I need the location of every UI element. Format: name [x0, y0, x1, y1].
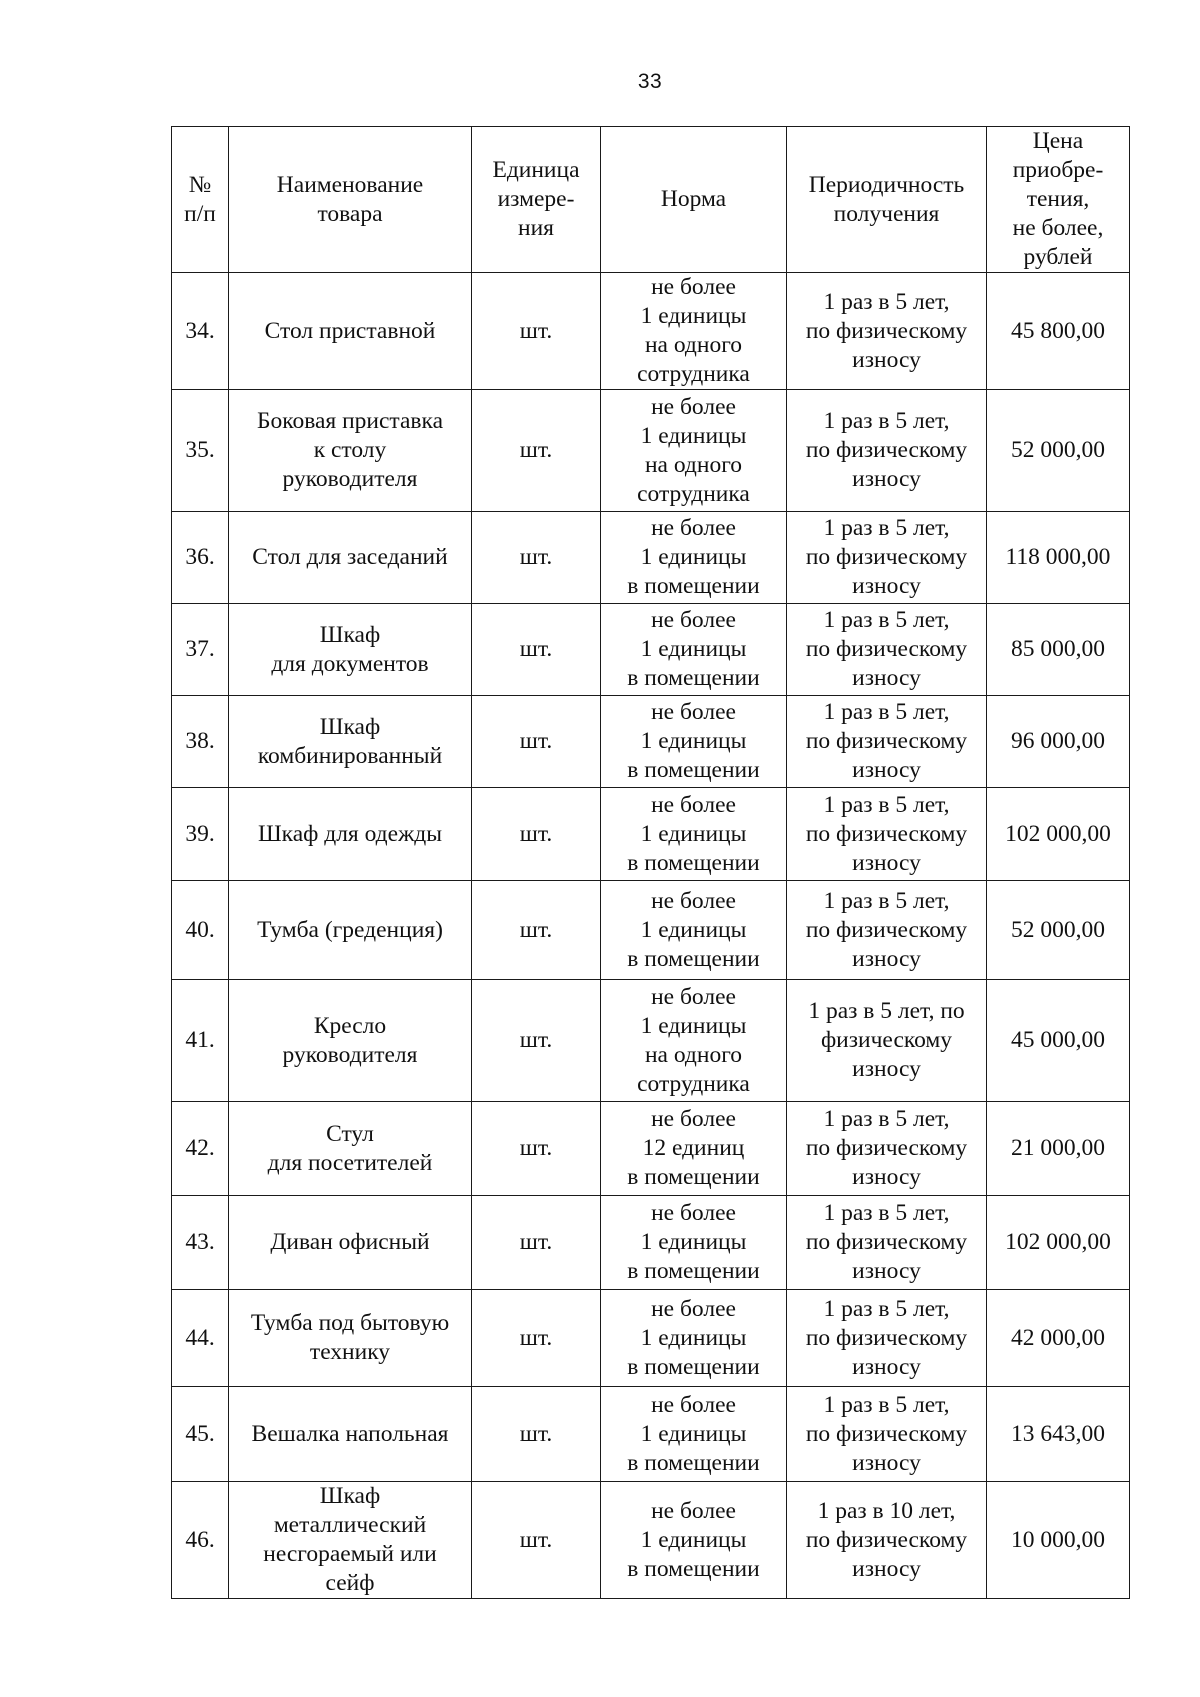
cell-name-line: Боковая приставка — [256, 408, 444, 434]
cell-name-line: Стол приставной — [264, 317, 436, 344]
cell-period-line: износу — [852, 1353, 921, 1380]
cell-norm-line: на одного — [644, 1041, 743, 1068]
cell-period — [787, 788, 987, 881]
cell-period-line: износу — [852, 346, 921, 373]
cell-name-line: Стол для заседаний — [252, 544, 448, 570]
cell-norm-line: не более — [651, 1295, 736, 1322]
cell-period — [787, 1196, 987, 1290]
cell-norm — [601, 788, 787, 881]
cell-name — [229, 1290, 472, 1387]
cell-period-line: износу — [852, 849, 921, 876]
cell-price: 45 000,00 — [987, 980, 1130, 1102]
cell-price: 102 000,00 — [987, 788, 1130, 881]
cell-norm-line: 1 единицы — [640, 303, 747, 329]
cell-name-line: руководителя — [282, 1041, 418, 1068]
cell-period-line: по физическому — [805, 544, 968, 570]
cell-name-line: к столу — [313, 437, 387, 463]
cell-period-line: 1 раз в 5 лет, — [823, 1200, 950, 1226]
table-row — [172, 881, 1130, 980]
table-row — [172, 696, 1130, 788]
table-row — [172, 1196, 1130, 1290]
header-line: № — [188, 171, 212, 198]
cell-period — [787, 512, 987, 604]
cell-norm-line: не более — [651, 1497, 736, 1524]
cell-price: 118 000,00 — [987, 512, 1130, 604]
cell-norm-line: не более — [651, 1200, 736, 1226]
cell-number: 38. — [172, 696, 229, 788]
cell-period-line: 1 раз в 5 лет, — [823, 1295, 950, 1322]
cell-period-line: по физическому — [805, 1324, 968, 1351]
cell-name-line: Диван офисный — [270, 1229, 430, 1255]
cell-period-line: 1 раз в 5 лет, — [823, 607, 950, 633]
header-line: получения — [833, 200, 940, 227]
header-name — [229, 127, 472, 273]
cell-period — [787, 1482, 987, 1599]
table-header-row — [172, 127, 1130, 273]
cell-unit: шт. — [472, 604, 601, 696]
cell-norm-line: не более — [651, 983, 736, 1010]
cell-name — [229, 881, 472, 980]
cell-norm-line: не более — [651, 1391, 736, 1418]
cell-name — [229, 512, 472, 604]
cell-period-line: по физическому — [805, 636, 968, 662]
cell-number: 44. — [172, 1290, 229, 1387]
table-row — [172, 980, 1130, 1102]
cell-unit: шт. — [472, 390, 601, 512]
header-period — [787, 127, 987, 273]
header-line: Периодичность — [808, 171, 965, 198]
cell-period-line: износу — [852, 1555, 921, 1582]
cell-number: 36. — [172, 512, 229, 604]
cell-price: 52 000,00 — [987, 881, 1130, 980]
cell-number: 39. — [172, 788, 229, 881]
cell-number: 40. — [172, 881, 229, 980]
header-price — [987, 127, 1130, 273]
table-row — [172, 512, 1130, 604]
cell-period-line: износу — [852, 665, 921, 691]
cell-name-line: Шкаф — [319, 713, 381, 740]
cell-norm-line: 1 единицы — [640, 1012, 747, 1039]
cell-period-line: 1 раз в 5 лет, — [823, 1106, 950, 1132]
cell-number: 46. — [172, 1482, 229, 1599]
cell-unit: шт. — [472, 512, 601, 604]
cell-name-line: руководителя — [282, 466, 418, 492]
cell-period — [787, 1290, 987, 1387]
cell-name-line: Шкаф — [319, 621, 381, 648]
cell-period-line: по физическому — [805, 820, 968, 847]
cell-norm — [601, 696, 787, 788]
cell-norm-line: не более — [651, 274, 736, 300]
cell-norm-line: в помещении — [627, 1449, 760, 1476]
cell-period — [787, 604, 987, 696]
cell-period-line: 1 раз в 10 лет, — [817, 1497, 956, 1524]
cell-name — [229, 980, 472, 1102]
cell-norm — [601, 1482, 787, 1599]
cell-unit: шт. — [472, 1482, 601, 1599]
cell-period — [787, 1387, 987, 1482]
cell-name-line: Шкаф для одежды — [257, 820, 443, 847]
cell-period-line: по физическому — [805, 1229, 968, 1255]
cell-name-line: Тумба под бытовую — [250, 1310, 450, 1336]
header-line: товара — [317, 200, 383, 227]
cell-period-line: 1 раз в 5 лет, — [823, 515, 950, 541]
header-line: п/п — [184, 200, 216, 227]
cell-norm-line: не более — [651, 607, 736, 633]
cell-period — [787, 390, 987, 512]
cell-price: 85 000,00 — [987, 604, 1130, 696]
cell-name-line: для посетителей — [267, 1149, 433, 1176]
cell-name — [229, 696, 472, 788]
header-unit — [472, 127, 601, 273]
cell-unit: шт. — [472, 881, 601, 980]
header-line: Цена — [1032, 128, 1084, 154]
cell-unit: шт. — [472, 1196, 601, 1290]
cell-norm-line: 1 единицы — [640, 916, 747, 943]
cell-name-line: несгораемый или — [263, 1541, 437, 1567]
cell-period-line: по физическому — [805, 916, 968, 943]
cell-period-line: 1 раз в 5 лет, — [823, 791, 950, 818]
cell-name-line: для документов — [271, 650, 429, 677]
cell-period — [787, 273, 987, 390]
cell-period-line: по физическому — [805, 728, 968, 754]
cell-period-line: износу — [852, 573, 921, 599]
cell-norm-line: на одного — [644, 332, 743, 358]
cell-period — [787, 1102, 987, 1196]
table-row — [172, 273, 1130, 390]
header-line: не более, — [1012, 215, 1104, 241]
cell-name-line: Стул — [326, 1120, 374, 1147]
cell-norm-line: в помещении — [627, 1164, 760, 1190]
cell-period-line: износу — [852, 1056, 921, 1082]
cell-period-line: износу — [852, 945, 921, 972]
table-row — [172, 1102, 1130, 1196]
cell-norm — [601, 1290, 787, 1387]
cell-name — [229, 1387, 472, 1482]
cell-number: 34. — [172, 273, 229, 390]
cell-price: 42 000,00 — [987, 1290, 1130, 1387]
cell-period-line: износу — [852, 1164, 921, 1190]
header-line: Норма — [660, 186, 727, 212]
header-line: Наименование — [276, 171, 424, 198]
cell-period-line: 1 раз в 5 лет, — [823, 408, 950, 434]
cell-period-line: по физическому — [805, 437, 968, 463]
cell-norm-line: сотрудника — [637, 480, 750, 507]
cell-norm-line: не более — [651, 393, 736, 420]
cell-norm-line: не более — [651, 515, 736, 541]
cell-name-line: технику — [309, 1339, 391, 1365]
cell-period-line: износу — [852, 1258, 921, 1284]
cell-name — [229, 273, 472, 390]
cell-norm-line: не более — [651, 887, 736, 914]
cell-norm-line: в помещении — [627, 849, 760, 876]
cell-name — [229, 1102, 472, 1196]
header-line: ния — [518, 215, 554, 241]
cell-number: 42. — [172, 1102, 229, 1196]
cell-number: 41. — [172, 980, 229, 1102]
cell-norm-line: в помещении — [627, 665, 760, 691]
cell-unit: шт. — [472, 980, 601, 1102]
cell-norm — [601, 512, 787, 604]
table-body — [172, 273, 1130, 1599]
cell-period-line: по физическому — [805, 317, 968, 344]
cell-number: 35. — [172, 390, 229, 512]
cell-name-line: Вешалка напольная — [251, 1420, 449, 1447]
table-row — [172, 1290, 1130, 1387]
cell-norm-line: сотрудника — [637, 1070, 750, 1097]
cell-norm-line: 1 единицы — [640, 820, 747, 847]
cell-norm — [601, 273, 787, 390]
cell-norm-line: 1 единицы — [640, 544, 747, 570]
cell-period — [787, 881, 987, 980]
cell-number: 43. — [172, 1196, 229, 1290]
header-number — [172, 127, 229, 273]
header-line: рублей — [1023, 244, 1093, 270]
cell-norm — [601, 390, 787, 512]
cell-norm-line: в помещении — [627, 1353, 760, 1380]
cell-name — [229, 1196, 472, 1290]
cell-unit: шт. — [472, 696, 601, 788]
cell-period-line: 1 раз в 5 лет, — [823, 887, 950, 914]
cell-norm-line: 1 единицы — [640, 422, 747, 449]
table-header — [172, 127, 1130, 273]
cell-norm-line: на одного — [644, 451, 743, 478]
cell-period-line: 1 раз в 5 лет, — [823, 1391, 950, 1418]
cell-norm-line: 1 единицы — [640, 728, 747, 754]
cell-norm-line: 1 единицы — [640, 1229, 747, 1255]
norms-table — [171, 126, 1130, 1599]
cell-name-line: Шкаф — [319, 1483, 381, 1509]
cell-norm-line: в помещении — [627, 945, 760, 972]
cell-period-line: по физическому — [805, 1526, 968, 1553]
cell-price: 102 000,00 — [987, 1196, 1130, 1290]
cell-norm — [601, 604, 787, 696]
cell-norm-line: 1 единицы — [640, 1420, 747, 1447]
cell-number: 37. — [172, 604, 229, 696]
cell-name-line: комбинированный — [257, 742, 443, 769]
cell-price: 10 000,00 — [987, 1482, 1130, 1599]
cell-price: 21 000,00 — [987, 1102, 1130, 1196]
cell-price: 13 643,00 — [987, 1387, 1130, 1482]
cell-norm-line: в помещении — [627, 1555, 760, 1582]
cell-price: 96 000,00 — [987, 696, 1130, 788]
cell-norm-line: в помещении — [627, 1258, 760, 1284]
cell-name — [229, 604, 472, 696]
cell-period-line: физическому — [820, 1027, 953, 1053]
cell-name-line: сейф — [325, 1570, 375, 1596]
cell-period-line: 1 раз в 5 лет, — [823, 288, 950, 315]
cell-norm-line: не более — [651, 699, 736, 725]
cell-norm-line: 1 единицы — [640, 1324, 747, 1351]
cell-price: 45 800,00 — [987, 273, 1130, 390]
cell-norm — [601, 1196, 787, 1290]
cell-period-line: 1 раз в 5 лет, по — [808, 998, 965, 1024]
cell-name-line: металлический — [273, 1512, 427, 1538]
cell-unit: шт. — [472, 273, 601, 390]
cell-norm-line: в помещении — [627, 757, 760, 783]
table-row — [172, 1482, 1130, 1599]
cell-norm-line: сотрудника — [637, 361, 750, 387]
cell-norm-line: в помещении — [627, 573, 760, 599]
cell-name — [229, 390, 472, 512]
cell-name — [229, 1482, 472, 1599]
header-line: тения, — [1026, 186, 1090, 212]
cell-name-line: Кресло — [313, 1012, 387, 1039]
cell-norm-line: не более — [651, 791, 736, 818]
cell-unit: шт. — [472, 1290, 601, 1387]
header-line: измере- — [497, 186, 575, 212]
cell-period-line: по физическому — [805, 1135, 968, 1161]
header-norm — [601, 127, 787, 273]
cell-price: 52 000,00 — [987, 390, 1130, 512]
cell-norm — [601, 1387, 787, 1482]
cell-norm-line: 1 единицы — [640, 636, 747, 662]
cell-norm — [601, 980, 787, 1102]
cell-period — [787, 696, 987, 788]
cell-name-line: Тумба (греденция) — [257, 916, 443, 943]
cell-name — [229, 788, 472, 881]
cell-norm — [601, 1102, 787, 1196]
cell-norm-line: не более — [651, 1106, 736, 1132]
cell-period — [787, 980, 987, 1102]
table-row — [172, 604, 1130, 696]
table-row — [172, 788, 1130, 881]
cell-period-line: износу — [852, 1449, 921, 1476]
cell-norm-line: 12 единиц — [642, 1135, 745, 1161]
cell-period-line: износу — [852, 757, 921, 783]
table-row — [172, 390, 1130, 512]
cell-unit: шт. — [472, 1102, 601, 1196]
cell-number: 45. — [172, 1387, 229, 1482]
cell-unit: шт. — [472, 1387, 601, 1482]
page-number: 33 — [637, 70, 663, 93]
header-line: Единица — [492, 157, 580, 183]
cell-norm-line: 1 единицы — [640, 1526, 747, 1553]
cell-period-line: по физическому — [805, 1420, 968, 1447]
cell-period-line: 1 раз в 5 лет, — [823, 699, 950, 725]
cell-unit: шт. — [472, 788, 601, 881]
header-line: приобре- — [1012, 157, 1104, 183]
cell-period-line: износу — [852, 466, 921, 492]
cell-norm — [601, 881, 787, 980]
table-row — [172, 1387, 1130, 1482]
